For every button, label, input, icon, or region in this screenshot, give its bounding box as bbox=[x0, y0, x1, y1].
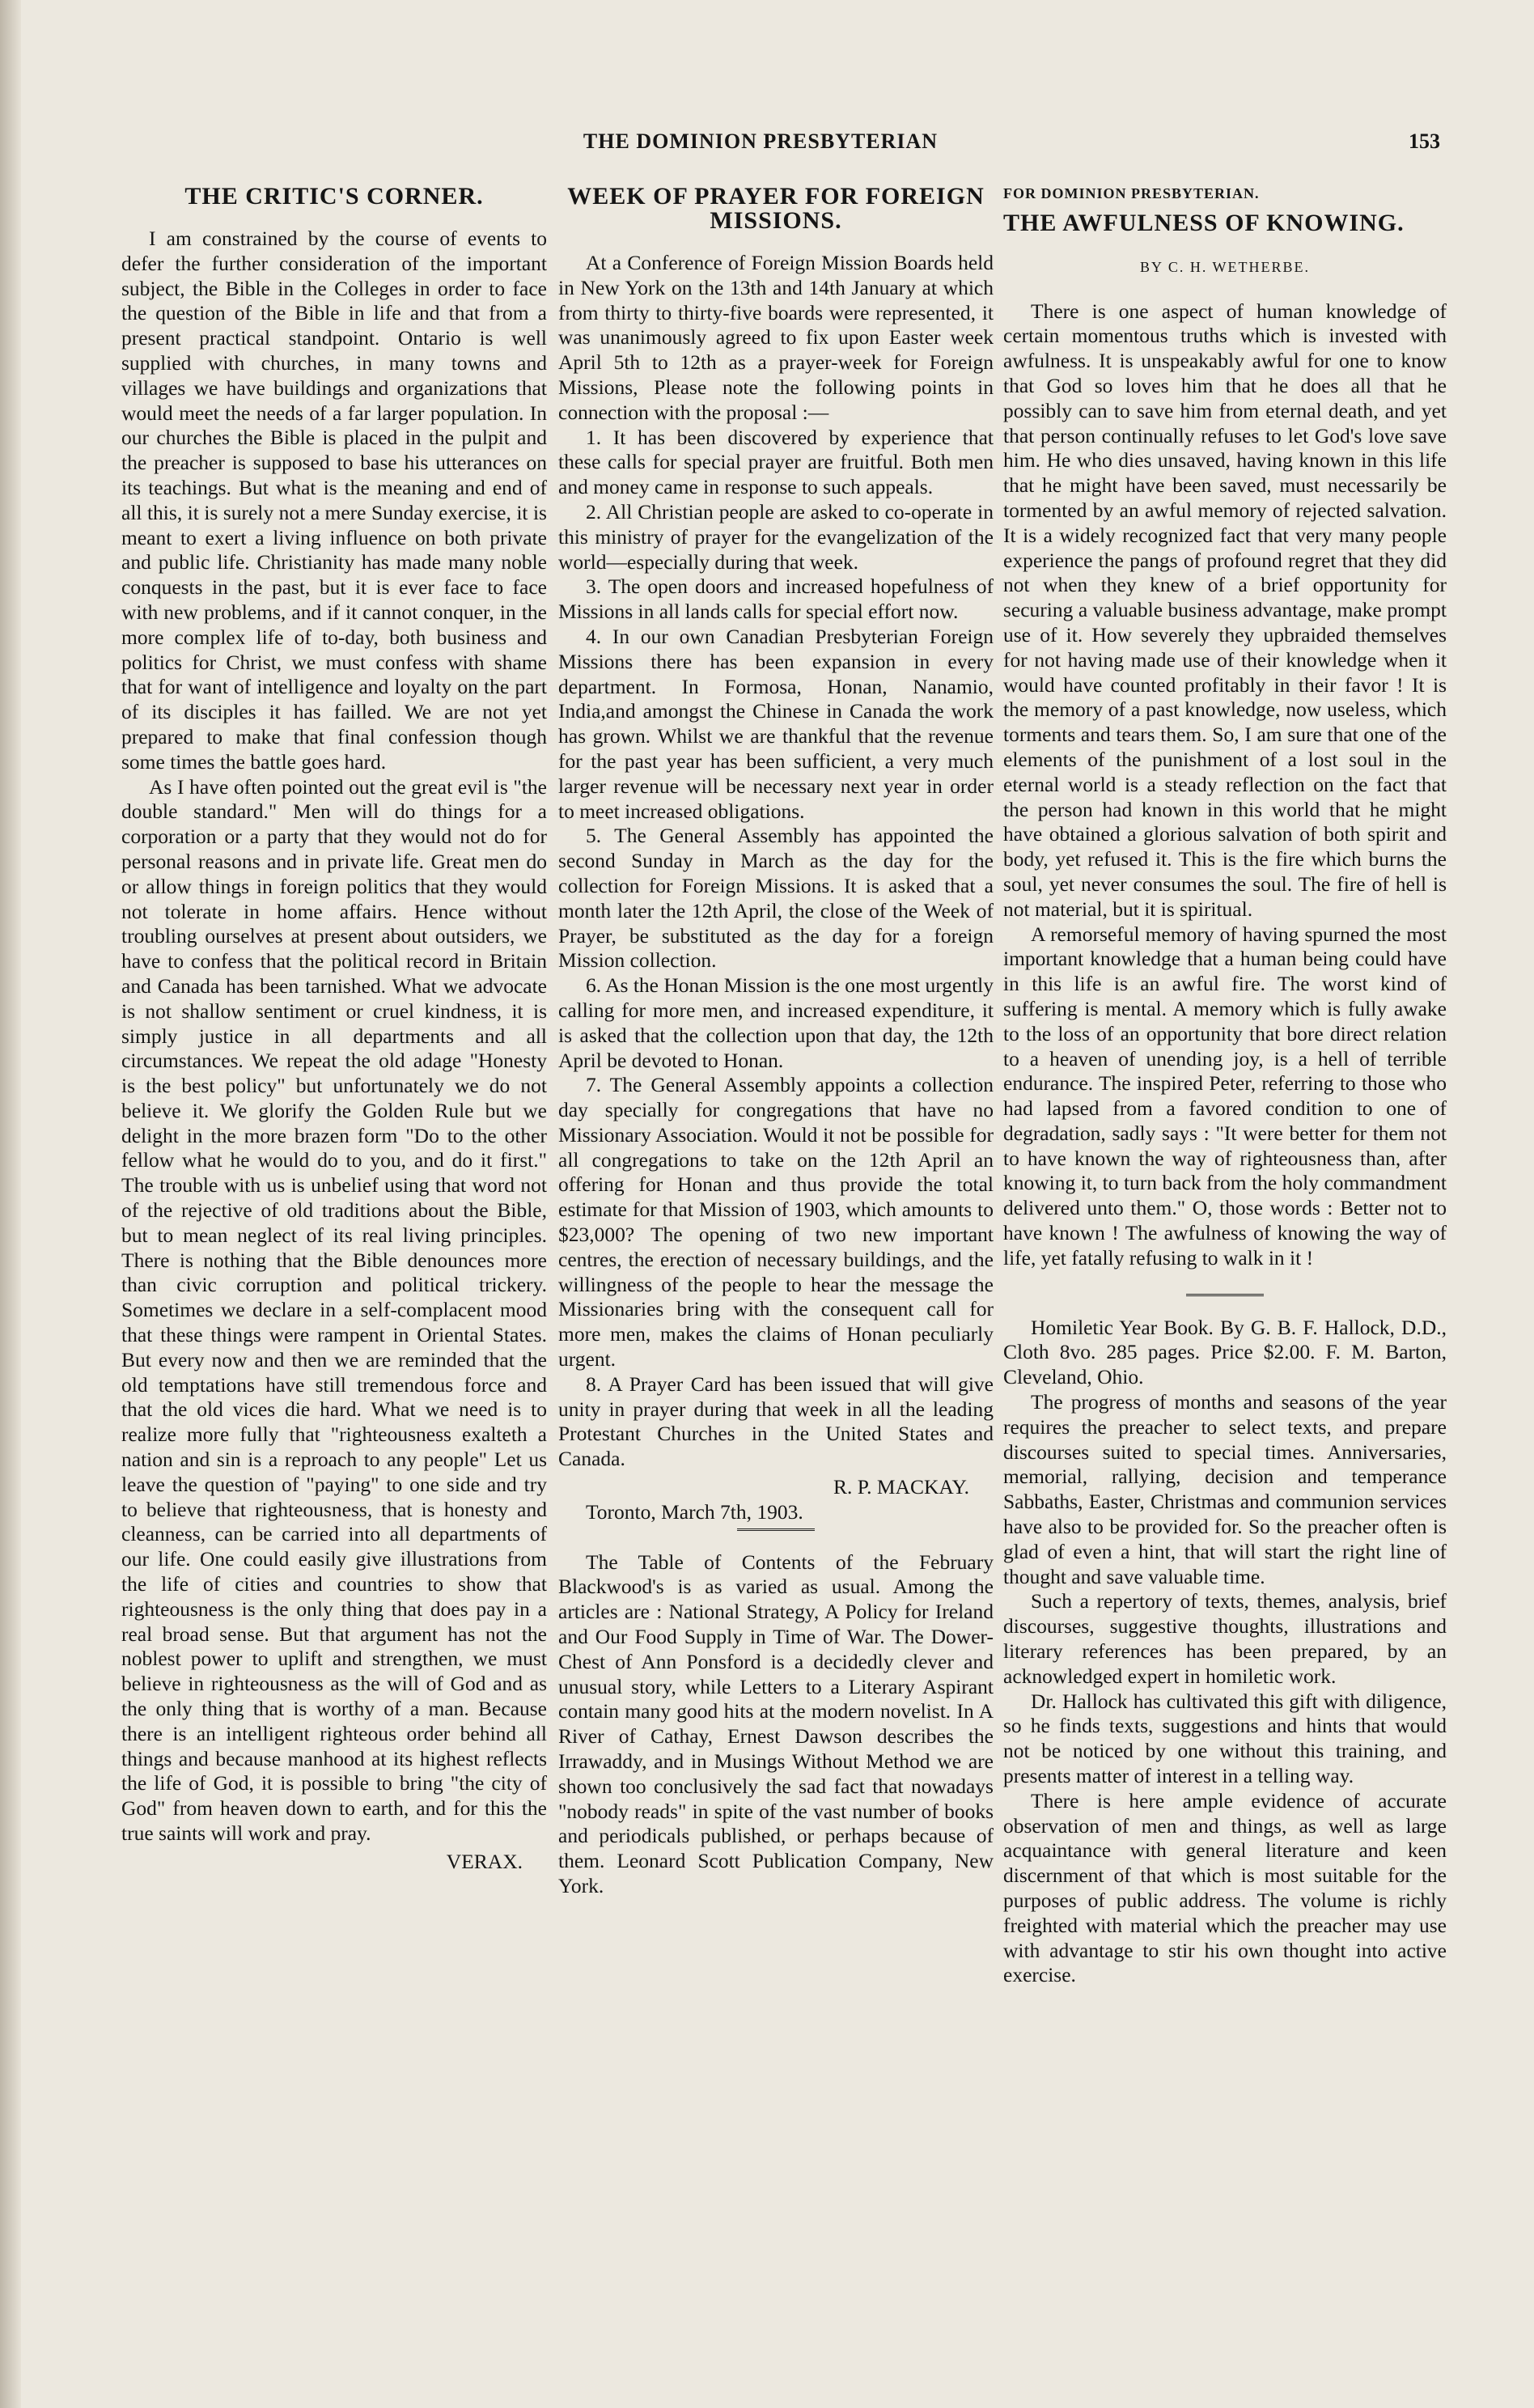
critic-signature: VERAX. bbox=[446, 1849, 523, 1873]
column-awfulness-of-knowing bbox=[1003, 180, 1447, 1988]
prayer-paragraph: 8. A Prayer Card has been issued that will give unity in prayer during that week in all the leading Protestant Churches in the United States and Canada. bbox=[558, 1371, 994, 1471]
critic-paragraph: As I have often pointed out the great evil is "the double standard." Men will do things for a corporation or a party that they would not do for personal reasons and in private life. Great men do or allow things in foreign politics that they would not tolerate in home affairs. Hence without troubling ourselves at present about outsiders, we have to confess that the political record in Britain and Canada has been tarnished. What we advocate is not shallow sentiment or cruel kindness, it is simply justice in all departments and all circumstances. We repeat the old adage "Honesty is the best policy" but unfortunately we do not believe it. We glorify the Golden Rule but we delight in the more brazen form "Do to the other fellow what he would do to you, and do it first." The trouble with us is unbelief using that word not of the rejective of old traditions about the Bible, but to mean neglect of its real living principles. There is nothing that the Bible denounces more than civic corruption and political trickery. Sometimes we declare in a self-complacent mood that these things were rampent in Oriental States. But every now and then we are reminded that the old temptations have still tremendous force and that the old vices die hard. What we need is to realize more fully that "righteousness exalteth a nation and sin is a reproach to any people" Let us leave the question of "paying" to one side and try to believe that righteousness, that is honesty and cleanness, can be carried into all departments of our life. One could easily give illustrations from the life of cities and countries to show that righteousness is the only thing that does pay in a real broad sense. But that argument has not the noblest power to uplift and strengthen, we must believe in righteousness as the will of God and as the only thing that is worthy of a man. Because there is an intelligent righteous order behind all things and because manhood at its highest reflects the life of God, it is possible to bring "the city of God" from heaven down to earth, and for this the true saints will work and pray. bbox=[121, 774, 547, 1845]
article-kicker: FOR DOMINION PRESBYTERIAN. bbox=[1003, 185, 1260, 201]
article-title-critics-corner: THE CRITIC'S CORNER. bbox=[184, 183, 484, 210]
prayer-paragraph: At a Conference of Foreign Mission Boards held in New York on the 13th and 14th January at which from thirty to thirty-five boards were represented, it was unanimously agreed to fix upon Easter week April 5th to 12th as a prayer-week for Foreign Missions, Please note the following points in connection with the proposal :— bbox=[558, 251, 994, 424]
column-week-of-prayer bbox=[558, 180, 994, 1899]
review-lead: Homiletic Year Book. By G. B. F. Hallock, D.D., Cloth 8vo. 285 pages. Price $2.00. F. M. Barton, Cleveland, Ohio. bbox=[1003, 1315, 1447, 1389]
prayer-dateline: Toronto, March 7th, 1903. bbox=[586, 1499, 803, 1524]
prayer-paragraph: 7. The General Assembly appoints a collection day specially for congregations that have no Missionary Association. Would it not be possible for all congregations to take on the 12th April an offering for Honan and thus provide the total estimate for that Mission of 1903, which amounts to $23,000? The opening of two new important centres, the erection of necessary buildings, and the willingness of the people to hear the message the Missionaries bring with the consequent call for more men, makes the claims of Honan peculiarly urgent. bbox=[558, 1073, 994, 1371]
article-title-week-of-prayer: WEEK OF PRAYER FOR FOREIGN MISSIONS. bbox=[567, 183, 985, 234]
prayer-paragraph: 4. In our own Canadian Presbyterian Foreign Missions there has been expansion in every department. In Formosa, Honan, Nanamio, India,and amongst the Chinese in Canada the work has grown. Whilst we are thankful that the revenue for the past year has been sufficient, a very much larger revenue will be necessary next year in order to meet increased obligations. bbox=[558, 624, 994, 823]
awfulness-paragraph: There is one aspect of human knowledge of certain momentous truths which is invested with awfulness. It is unspeakably awful for one to know that God so loves him that he does all that he possibly can to save him from eternal death, and yet that person continually refuses to let God's love save him. He who dies unsaved, having known in this life that he might have been saved, must necessarily be tormented by an awful memory of rejected salvation. It is a widely recognized fact that very many people experience the pangs of profound regret that they did not when they knew of a brief opportunity for securing a valuable business advantage, make prompt use of it. How severely they upbraided themselves for not having made use of their knowledge when it would have counted profitably in their favor ! It is the memory of a past knowledge, now useless, which torments and tears them. So, I am sure that one of the elements of the punishment of a lost soul in the eternal world is a steady reflection on the fact that the person had known in this world that he might have obtained a glorious salvation of both spirit and body, yet refused it. This is the fire which burns the soul, yet never consumes the soul. The fire of hell is not material, but it is spiritual. bbox=[1003, 299, 1447, 921]
critic-paragraph: I am constrained by the course of events to defer the further consideration of the important subject, the Bible in the Colleges in order to face the question of the Bible in life and that from a present practical standpoint. Ontario is well supplied with churches, in many towns and villages we have buildings and organizations that would meet the needs of a far larger population. In our churches the Bible is placed in the pulpit and the preacher is supposed to base his utterances on its teachings. But what is the meaning and end of all this, it is surely not a mere Sunday exercise, it is meant to exert a living influence on both private and public life. Christianity has made many noble conquests in the past, but it is ever face to face with new problems, and if it cannot conquer, in the more complex life of to-day, both business and politics for Christ, we must confess with shame that for want of intelligence and loyalty on the part of its disciples it has failled. We are not yet prepared to make that final confession though some times the battle goes hard. bbox=[121, 227, 547, 774]
awfulness-paragraph: A remorseful memory of having spurned the most important knowledge that a human being could have in this life is an awful fire. The worst kind of suffering is mental. A memory which is fully awake to the loss of an opportunity that bore direct relation to a heaven of unending joy, is a hell of terrible endurance. The inspired Peter, referring to those who had lapsed from a favored condition to one of degradation, sadly says : "It were better for them not to have known the way of righteousness than, after knowing it, to turn back from the holy commandment delivered unto them." O, those words : Better not to have known ! The awfulness of knowing the way of life, yet fatally refusing to walk in it ! bbox=[1003, 922, 1447, 1270]
blackwood-paragraph: The Table of Contents of the February Blackwood's is as varied as usual. Among the articles are : National Strategy, A Policy for Ireland and Our Food Supply in Time of War. The Dower-Chest of Ann Ponsford is a decidedly clever and unusual story, while Letters to a Literary Aspirant contain many good hits at the modern novelist. In A River of Cathay, Ernest Dawson describes the Irrawaddy, and in Musings Without Method we are shown too conclusively the sad fact that nowadays "nobody reads" in spite of the vast number of books and periodicals published, or perhaps because of them. Leonard Scott Publication Company, New York. bbox=[558, 1550, 994, 1897]
review-paragraph: The progress of months and seasons of the year requires the preacher to select texts, and prepare discourses suited to special times. Anniversaries, memorial, rallying, decision and temperance Sabbaths, Easter, Christmas and communion services have also to be provided for. So the preacher often is glad of even a hint, that will start the right line of thought and save valuable time. bbox=[1003, 1390, 1447, 1588]
review-paragraph: Such a repertory of texts, themes, analysis, brief discourses, suggestive thoughts, illustrations and literary references has been prepared, by an acknowledged expert in homiletic work. bbox=[1003, 1589, 1447, 1688]
blackwood-notice bbox=[558, 1550, 994, 1899]
prayer-paragraph: 3. The open doors and increased hopefulness of Missions in all lands calls for special effort now. bbox=[558, 574, 994, 624]
section-divider bbox=[1186, 1294, 1264, 1296]
article-byline: BY C. H. WETHERBE. bbox=[1140, 258, 1310, 275]
page-number: 153 bbox=[1409, 129, 1440, 153]
prayer-paragraph: 2. All Christian people are asked to co-operate in this ministry of prayer for the evangelization of the world—especially during that week. bbox=[558, 499, 994, 574]
review-paragraph: There is here ample evidence of accurate observation of men and things, as well as large acquaintance with general literature and keen discernment of that which is most suitable for the purposes of public address. The volume is richly freighted with material which the preacher may use with advantage to stir his own thought into active exercise. bbox=[1003, 1788, 1447, 1987]
section-divider bbox=[737, 1528, 815, 1531]
article-title-awfulness: THE AWFULNESS OF KNOWING. bbox=[1003, 209, 1405, 236]
binding-gutter bbox=[0, 0, 21, 2408]
review-paragraph: Dr. Hallock has cultivated this gift with diligence, so he finds texts, suggestions and hints that would not be noticed by one without this training, and presents matter of interest in a telling way. bbox=[1003, 1689, 1447, 1788]
running-head: THE DOMINION PRESBYTERIAN bbox=[583, 129, 939, 153]
prayer-signature: R. P. MACKAY. bbox=[833, 1475, 969, 1499]
column-critics-corner bbox=[121, 180, 547, 1875]
prayer-paragraph: 1. It has been discovered by experience that these calls for special prayer are fruitful. Both men and money came in response to such appeals. bbox=[558, 425, 994, 499]
prayer-paragraph: 6. As the Honan Mission is the one most urgently calling for more men, and increased expenditure, it is asked that the collection upon that day, the 12th April be devoted to Honan. bbox=[558, 973, 994, 1072]
book-review bbox=[1003, 1316, 1447, 1989]
prayer-paragraph: 5. The General Assembly has appointed the second Sunday in March as the day for the collection for Foreign Missions. It is asked that a month later the 12th April, the close of the Week of Prayer, be substituted as the day for a foreign Mission collection. bbox=[558, 824, 994, 973]
